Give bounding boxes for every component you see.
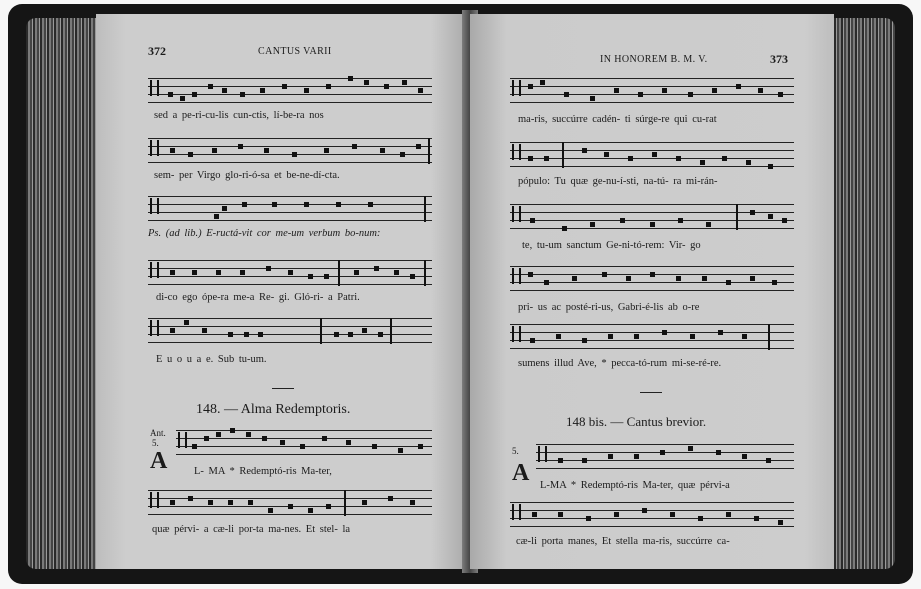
chant-title bbox=[566, 414, 706, 430]
music-staff bbox=[510, 78, 794, 104]
lyric-line: pópulo: Tu quæ ge-nu-í-sti, na-tú- ra mi-rán- bbox=[518, 176, 718, 187]
music-staff bbox=[148, 318, 432, 344]
music-staff bbox=[148, 196, 432, 222]
running-head: IN HONOREM B. M. V. bbox=[600, 54, 708, 65]
mode-number: 5. bbox=[512, 446, 519, 456]
lyric-line: L- MA * Redemptó-ris Ma-ter, bbox=[194, 466, 332, 477]
lyric-line: quæ pérvi- a cæ-li por-ta ma-nes. Et stel- la bbox=[152, 524, 351, 535]
psalm-line: Ps. (ad lib.) E-ructá-vit cor me-um verbum bo-num: bbox=[148, 228, 381, 239]
music-staff bbox=[148, 138, 432, 164]
initial-letter: A bbox=[512, 460, 530, 486]
music-staff bbox=[510, 324, 794, 350]
lyric-line: te, tu-um sanctum Ge-ni-tó-rem: Vir- go bbox=[522, 240, 701, 251]
lyric-line: pri- us ac posté-ri-us, Gabri-é-lis ab o-re bbox=[518, 302, 700, 313]
lyric-line: sem- per Virgo glo-ri-ó-sa et be-ne-dí-cta. bbox=[154, 170, 340, 181]
music-staff bbox=[510, 204, 794, 230]
lyric-line: E u o u a e. Sub tu-um. bbox=[156, 354, 267, 365]
music-staff bbox=[510, 142, 794, 168]
chant-title: 148. — Alma Redemptoris. bbox=[196, 402, 351, 417]
chant-title-text: 148 bis. — Cantus brevior. bbox=[566, 414, 707, 429]
separator bbox=[640, 392, 662, 393]
lyric-line: cæ-li porta manes, Et stella ma-ris, succúrre ca- bbox=[516, 536, 730, 547]
page-number: 372 bbox=[148, 44, 166, 58]
music-staff bbox=[176, 430, 432, 456]
mode-number: 5. bbox=[152, 438, 159, 448]
left-page bbox=[96, 14, 468, 569]
music-staff bbox=[148, 78, 432, 104]
lyric-line: L-MA * Redemptó-ris Ma-ter, quæ pérvi-a bbox=[540, 480, 730, 491]
separator bbox=[272, 388, 294, 389]
mode-label: Ant. bbox=[150, 428, 166, 438]
music-staff bbox=[148, 260, 432, 286]
music-staff bbox=[536, 444, 794, 470]
lyric-line: sed a pe-ri-cu-lis cun-ctis, lí-be-ra nos bbox=[154, 110, 324, 121]
lyric-line: di-co ego ópe-ra me-a Re- gi. Gló-ri- a Patri. bbox=[156, 292, 360, 303]
initial-letter: A bbox=[150, 448, 168, 474]
running-head: CANTUS VARII bbox=[258, 46, 332, 57]
music-staff bbox=[510, 502, 794, 528]
lyric-line: ma-ris, succúrre cadén- ti súrge-re qui cu-rat bbox=[518, 114, 717, 125]
music-staff bbox=[148, 490, 432, 516]
lyric-line: sumens illud Ave, * pecca-tó-rum mi-se-ré-re. bbox=[518, 358, 722, 369]
music-staff bbox=[510, 266, 794, 292]
page-number: 373 bbox=[770, 52, 788, 66]
right-page bbox=[470, 14, 834, 569]
